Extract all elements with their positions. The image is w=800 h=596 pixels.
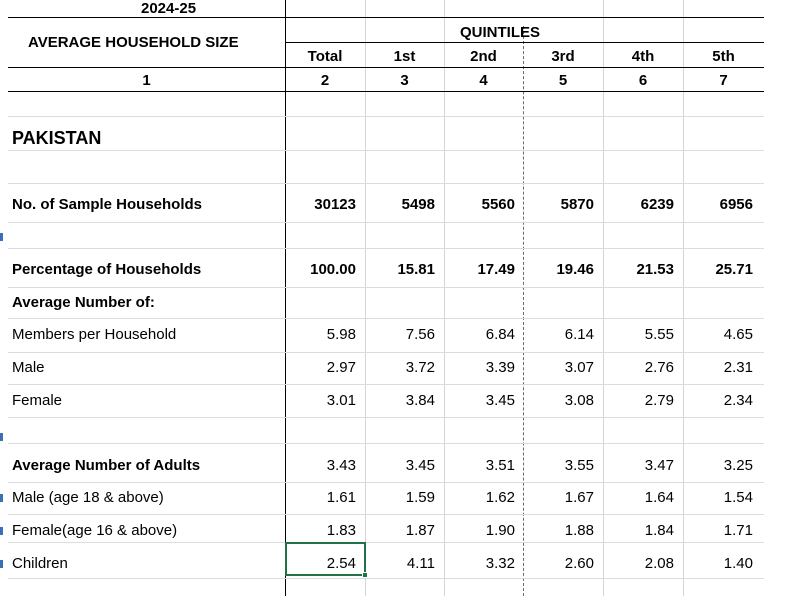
row-label[interactable]: Female (12, 392, 63, 409)
value-cell[interactable]: 5560 (481, 196, 515, 213)
value-cell[interactable]: 100.00 (310, 261, 356, 278)
value-cell[interactable]: 17.49 (477, 261, 515, 278)
header-bottom-border (8, 91, 764, 92)
row-line (8, 384, 764, 385)
selected-cell[interactable] (285, 542, 366, 576)
value-cell[interactable]: 2.54 (326, 555, 356, 572)
value-cell[interactable]: 2.08 (644, 555, 674, 572)
value-cell[interactable]: 6.84 (485, 326, 515, 343)
fill-handle[interactable] (362, 572, 368, 578)
value-cell[interactable]: 6239 (640, 196, 674, 213)
row-marker (0, 527, 3, 535)
value-cell[interactable]: 1.87 (405, 522, 435, 539)
header-sep-line (8, 67, 764, 68)
row-label[interactable]: No. of Sample Households (12, 196, 203, 213)
value-cell[interactable]: 2.79 (644, 392, 674, 409)
column-number[interactable]: 4 (479, 72, 488, 89)
value-cell[interactable]: 1.59 (405, 489, 435, 506)
value-cell[interactable]: 30123 (314, 196, 356, 213)
value-cell[interactable]: 3.55 (564, 457, 594, 474)
row-label[interactable]: Average Number of: (12, 294, 155, 311)
left-gutter (0, 0, 8, 596)
value-cell[interactable]: 3.01 (326, 392, 356, 409)
row-line (8, 116, 764, 117)
row-line (8, 578, 764, 579)
row-label[interactable]: Children (12, 555, 68, 572)
value-cell[interactable]: 3.32 (485, 555, 515, 572)
row-line (8, 183, 764, 184)
row-marker (0, 433, 3, 441)
column-header-total[interactable]: Total (307, 48, 343, 65)
column-number[interactable]: 5 (558, 72, 568, 89)
value-cell[interactable]: 5.55 (644, 326, 674, 343)
value-cell[interactable]: 1.90 (485, 522, 515, 539)
value-cell[interactable]: 4.11 (406, 555, 435, 572)
value-cell[interactable]: 2.76 (644, 359, 674, 376)
value-cell[interactable]: 3.84 (405, 392, 435, 409)
value-cell[interactable]: 19.46 (556, 261, 594, 278)
value-cell[interactable]: 1.83 (326, 522, 356, 539)
value-cell[interactable]: 3.25 (723, 457, 753, 474)
value-cell[interactable]: 3.45 (405, 457, 435, 474)
value-cell[interactable]: 21.53 (636, 261, 674, 278)
column-number[interactable]: 3 (400, 72, 409, 89)
value-cell[interactable]: 5870 (560, 196, 594, 213)
value-cell[interactable]: 3.45 (485, 392, 515, 409)
value-cell[interactable]: 3.39 (485, 359, 515, 376)
value-cell[interactable]: 2.34 (723, 392, 753, 409)
value-cell[interactable]: 4.65 (723, 326, 753, 343)
value-cell[interactable]: 1.54 (723, 489, 753, 506)
value-cell[interactable]: 2.97 (326, 359, 356, 376)
value-cell[interactable]: 3.07 (564, 359, 594, 376)
value-cell[interactable]: 5498 (401, 196, 435, 213)
value-cell[interactable]: 25.71 (715, 261, 753, 278)
column-header-q5[interactable]: 5th (712, 48, 735, 65)
value-cell[interactable]: 1.62 (485, 489, 515, 506)
value-cell[interactable]: 1.40 (723, 555, 753, 572)
column-number[interactable]: 1 (142, 72, 151, 89)
row-line (8, 482, 764, 483)
row-line (8, 318, 764, 319)
column-header-q3[interactable]: 3rd (551, 48, 575, 65)
right-margin (764, 0, 800, 596)
column-header-q4[interactable]: 4th (631, 48, 655, 65)
row-label[interactable]: Male (12, 359, 45, 376)
value-cell[interactable]: 15.81 (397, 261, 435, 278)
value-cell[interactable]: 3.51 (485, 457, 515, 474)
value-cell[interactable]: 2.60 (564, 555, 594, 572)
page-break-line (523, 26, 524, 596)
row-label[interactable]: Percentage of Households (12, 261, 202, 278)
quintiles-underline (285, 42, 764, 43)
value-cell[interactable]: 5.98 (326, 326, 356, 343)
value-cell[interactable]: 6956 (719, 196, 753, 213)
table-title[interactable]: AVERAGE HOUSEHOLD SIZE (28, 34, 239, 51)
value-cell[interactable]: 6.14 (564, 326, 594, 343)
column-header-q2[interactable]: 2nd (470, 48, 497, 65)
row-line (8, 150, 764, 151)
column-number[interactable]: 6 (638, 72, 648, 89)
value-cell[interactable]: 7.56 (405, 326, 435, 343)
value-cell[interactable]: 1.61 (326, 489, 356, 506)
row-line (8, 248, 764, 249)
value-cell[interactable]: 1.71 (723, 522, 753, 539)
row-line (8, 352, 764, 353)
value-cell[interactable]: 3.72 (405, 359, 435, 376)
row-label[interactable]: Male (age 18 & above) (12, 489, 164, 506)
row-label[interactable]: Female(age 16 & above) (12, 522, 178, 539)
value-cell[interactable]: 3.08 (564, 392, 594, 409)
value-cell[interactable]: 1.64 (644, 489, 674, 506)
region-label[interactable]: PAKISTAN (12, 128, 102, 148)
row-label[interactable]: Members per Household (12, 326, 177, 343)
row-line (8, 542, 764, 543)
column-number[interactable]: 2 (320, 72, 330, 89)
row-marker (0, 560, 3, 568)
value-cell[interactable]: 1.84 (644, 522, 674, 539)
row-marker (0, 233, 3, 241)
column-header-q1[interactable]: 1st (393, 48, 416, 65)
year-label[interactable]: 2024-25 (141, 0, 197, 17)
quintiles-header[interactable]: QUINTILES (460, 24, 541, 41)
row-line (8, 514, 764, 515)
row-marker (0, 494, 3, 502)
row-line (8, 443, 764, 444)
row-line (8, 417, 764, 418)
header-top-border (8, 17, 764, 18)
value-cell[interactable]: 1.67 (564, 489, 594, 506)
row-line (8, 222, 764, 223)
row-label[interactable]: Average Number of Adults (12, 457, 201, 474)
column-number[interactable]: 7 (719, 72, 728, 89)
value-cell[interactable]: 3.43 (326, 457, 356, 474)
value-cell[interactable]: 1.88 (564, 522, 594, 539)
value-cell[interactable]: 3.47 (644, 457, 674, 474)
row-line (8, 287, 764, 288)
value-cell[interactable]: 2.31 (723, 359, 753, 376)
